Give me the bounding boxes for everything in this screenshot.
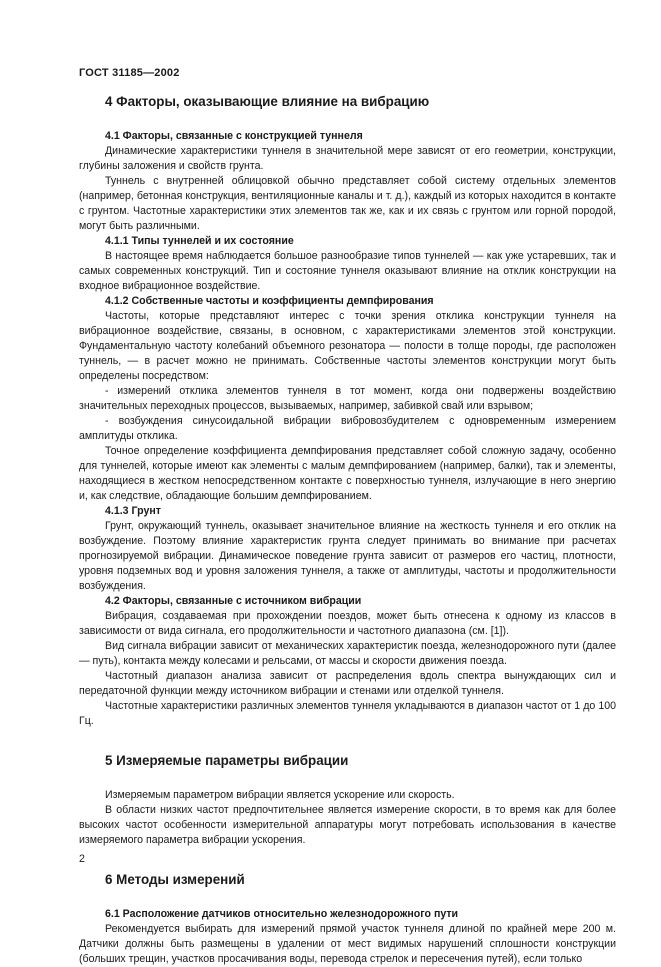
paragraph: Частотный диапазон анализа зависит от распределения вдоль спектра вынуждающих сил и передаточной функции между источником вибрации и стенами или отделкой туннеля. bbox=[79, 670, 616, 697]
paragraph: Измеряемым параметром вибрации является ускорение или скорость. bbox=[105, 789, 455, 801]
section-4-title: 4 Факторы, оказывающие влияние на вибрацию bbox=[105, 94, 430, 109]
section-6-title: 6 Методы измерений bbox=[105, 872, 245, 887]
paragraph: Частоты, которые представляют интерес с точки зрения отклика конструкции туннеля на вибрационное воздействие, связаны, в основном, с характеристиками элементов этой конструкции. Фундаментальную частоту колебаний объемного резонатора — полости в толще породы, где расположен туннель, — в расчет можно не принимать. Собственные частоты элементов конструкции могут быть определены посредством: bbox=[79, 310, 616, 382]
section-5-title: 5 Измеряемые параметры вибрации bbox=[105, 753, 349, 768]
paragraph: Точное определение коэффициента демпфирования представляет собой сложную задачу, особенно для туннелей, которые имеют как элементы с малым демпфированием (например, балки), так и элементы, находящиеся в жестком непосредственном контакте с поверхностью туннеля, излучающие в него энергию и, как следствие, обладающие большим демпфированием. bbox=[79, 445, 616, 502]
paragraph: - измерений отклика элементов туннеля в тот момент, когда они подвержены воздействию значительных переходных процессов, вызываемых, например, забивкой свай или взрывом; bbox=[79, 385, 616, 412]
paragraph: Частотные характеристики различных элементов туннеля укладываются в диапазон частот от 1 до 100 Гц. bbox=[79, 700, 616, 727]
section-4-2-title: 4.2 Факторы, связанные с источником вибрации bbox=[105, 595, 362, 607]
paragraph: В настоящее время наблюдается большое разнообразие типов туннелей — как уже устаревших, так и самых современных конструкций. Тип и состояние туннеля оказывают влияние на отклик конструкции на входное вибрационное воздействие. bbox=[79, 250, 616, 292]
page-content bbox=[79, 92, 616, 967]
paragraph: Туннель с внутренней облицовкой обычно представляет собой систему отдельных элементов (например, бетонная конструкция, вентиляционные каналы и т. д.), каждый из которых находится в контакте с грунтом. Частотные характеристики этих элементов так же, как и их связь с грунтом или горной породой, могут быть различными. bbox=[79, 175, 616, 232]
paragraph: Рекомендуется выбирать для измерений прямой участок туннеля длиной по крайней мере 200 м. Датчики должны быть размещены в удалении от мест видимых нарушений сплошности конструкции (больших трещин, участков просачивания воды, перевода стрелок и пересечения путей), если только bbox=[79, 923, 616, 965]
section-4-1-1-title: 4.1.1 Типы туннелей и их состояние bbox=[105, 235, 294, 247]
standard-header: ГОСТ 31185—2002 bbox=[79, 67, 180, 79]
paragraph: В области низких частот предпочтительнее является измерение скорости, в то время как для более высоких частот особенности измерительной аппаратуры могут потребовать использования в качестве измеряемого параметра вибрации ускорения. bbox=[79, 804, 616, 846]
section-4-1-3-title: 4.1.3 Грунт bbox=[105, 505, 161, 517]
paragraph: Вид сигнала вибрации зависит от механических характеристик поезда, железнодорожного пути (далее — путь), контакта между колесами и рельсами, от массы и скорости движения поезда. bbox=[79, 640, 616, 667]
section-4-1-title: 4.1 Факторы, связанные с конструкцией туннеля bbox=[105, 130, 363, 142]
paragraph: Вибрация, создаваемая при прохождении поездов, может быть отнесена к одному из классов в зависимости от вида сигнала, его продолжительности и частотного диапазона (см. [1]). bbox=[79, 610, 616, 637]
paragraph: Динамические характеристики туннеля в значительной мере зависят от его геометрии, конструкции, глубины заложения и свойств грунта. bbox=[79, 145, 616, 172]
paragraph: Грунт, окружающий туннель, оказывает значительное влияние на жесткость туннеля и его отклик на возбуждение. Поэтому влияние характеристик грунта следует принимать во внимание при расчетах прогнозируемой вибрации. Динамическое поведение грунта зависит от размеров его частиц, плотности, уровня подземных вод и уровня заложения туннеля, а также от амплитуды, частоты и продолжительности возбуждения. bbox=[79, 520, 616, 592]
page-number: 2 bbox=[79, 853, 85, 865]
section-6-1-title: 6.1 Расположение датчиков относительно железнодорожного пути bbox=[105, 908, 459, 920]
section-4-1-2-title: 4.1.2 Собственные частоты и коэффициенты демпфирования bbox=[105, 295, 434, 307]
paragraph: - возбуждения синусоидальной вибрации вибровозбудителем с одновременным измерением амплитуды отклика. bbox=[79, 415, 616, 442]
